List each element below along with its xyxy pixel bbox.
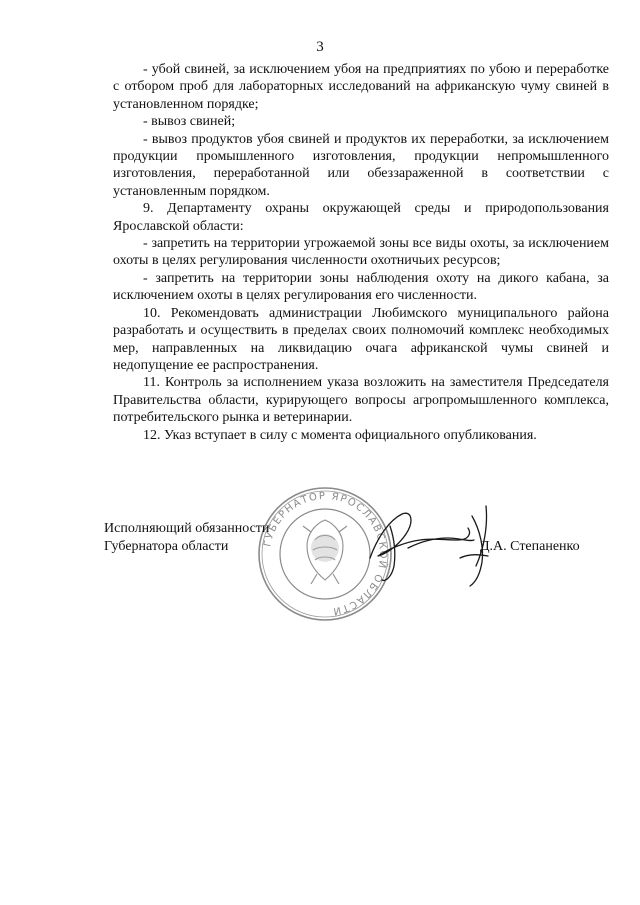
paragraph-item-12: 12. Указ вступает в силу с момента официального опубликования. xyxy=(143,427,537,443)
paragraph-products-export-ban: - вывоз продуктов убоя свиней и продуктов их переработки, за исключением продукции промышленного изготовления, продукции непромышленного изготовления, переработанной или обеззараженной в соответствии с установленным порядком. xyxy=(113,131,609,199)
signatory-title-line-2: Губернатора области xyxy=(104,539,229,554)
signatory-title-line-1: Исполняющий обязанности xyxy=(104,521,270,536)
paragraph-item-11: 11. Контроль за исполнением указа возложить на заместителя Председателя Правительства области, курирующего вопросы агропромышленного комплекса, потребительского рынка и ветеринарии. xyxy=(113,375,609,426)
seal-ring-text: ГУБЕРНАТОР ЯРОСЛАВСКОЙ ОБЛАСТИ xyxy=(262,490,389,617)
document-body xyxy=(113,61,609,444)
paragraph-item-10: 10. Рекомендовать администрации Любимского муниципального района разработать и осуществить в пределах своих полномочий комплекс необходимых мер, направленных на ликвидацию очага африканской чумы свиней и недопущение ее распространения. xyxy=(113,305,609,373)
page-number: 3 xyxy=(316,39,324,55)
signatory-name: Д.А. Степаненко xyxy=(480,539,580,554)
paragraph-boar-hunting-ban: - запретить на территории зоны наблюдения охоту на дикого кабана, за исключением охоты в целях регулирования его численности. xyxy=(113,270,609,304)
signature-block xyxy=(104,518,614,638)
paragraph-hunting-ban-threat-zone: - запретить на территории угрожаемой зоны все виды охоты, за исключением охоты в целях регулирования численности охотничьих ресурсов; xyxy=(113,236,609,269)
paragraph-item-9: 9. Департаменту охраны окружающей среды и природопользования Ярославской области: xyxy=(113,201,609,234)
paragraph-slaughter-ban: - убой свиней, за исключением убоя на предприятиях по убою и переработке с отбором проб для лабораторных исследований на африканскую чуму свиней в установленном порядке; xyxy=(113,62,609,112)
paragraph-pig-export-ban: - вывоз свиней; xyxy=(143,114,236,130)
